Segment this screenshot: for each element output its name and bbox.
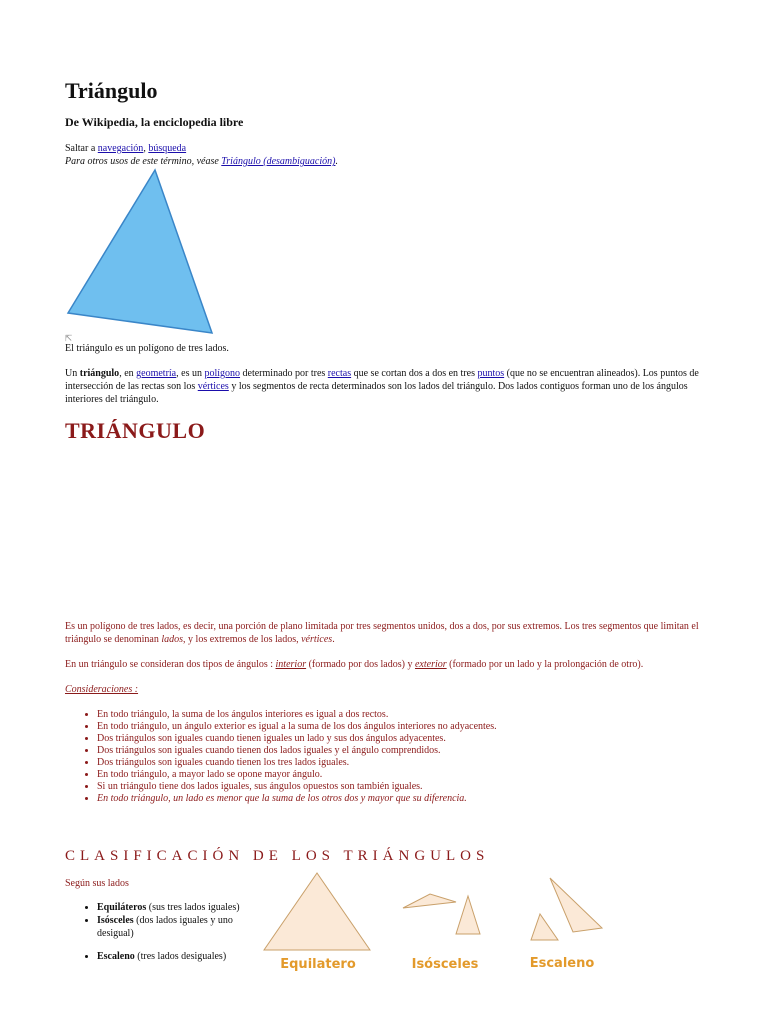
intro-text: , en [119, 368, 137, 379]
page-subtitle: De Wikipedia, la enciclopedia libre [65, 115, 244, 129]
list-item [97, 914, 267, 940]
list-item: • Dos triángulos son iguales cuando tienen iguales un lado y sus dos ángulos adyacentes. [97, 733, 697, 745]
angle-types-paragraph [65, 658, 705, 671]
jump-prefix: Saltar a [65, 143, 98, 154]
vertices-link[interactable]: vértices [197, 381, 229, 392]
exterior-term: exterior [414, 659, 447, 670]
list-item [97, 901, 267, 914]
disambiguation-link[interactable]: Triángulo (desambiguación) [221, 156, 336, 167]
search-link[interactable]: búsqueda [148, 143, 187, 154]
by-sides-label: Según sus lados [65, 878, 129, 889]
angle-text: (formado por un lado y la prolongación de otro). [446, 659, 644, 670]
equilateral-label: Equilatero [280, 957, 356, 972]
definition-text: , y los extremos de los lados, [183, 634, 302, 645]
list-item: • Dos triángulos son iguales cuando tienen dos lados iguales y el ángulo comprendidos. [97, 745, 697, 757]
isosceles-label: Isósceles [411, 957, 479, 972]
scalene-triangle-shape-large [550, 878, 602, 932]
list-item: • En todo triángulo, un ángulo exterior es igual a la suma de los dos ángulos interiores no adyacentes. [97, 721, 697, 733]
definition-italic: lados [161, 634, 184, 645]
isosceles-triangle-shape-small [403, 894, 456, 908]
considerations-title: Consideraciones : [65, 684, 139, 695]
intro-paragraph [65, 367, 705, 406]
scalene-triangle-shape-small [531, 914, 558, 940]
sides-classification-list [65, 901, 267, 963]
poligono-link[interactable]: polígono [204, 368, 241, 379]
intro-text: , es un [176, 368, 205, 379]
definition-italic: vértices [301, 634, 333, 645]
triangle-types-figure [258, 870, 618, 980]
equilateral-triangle-shape [264, 873, 370, 950]
list-item [97, 950, 267, 963]
page-title: Triángulo [65, 78, 158, 103]
geometria-link[interactable]: geometría [136, 368, 177, 379]
equilateral-term: Equiláteros [97, 902, 147, 913]
angle-text: (formado por dos lados) y [306, 659, 415, 670]
definition-paragraph [65, 620, 705, 646]
list-item: • Si un triángulo tiene dos lados iguales, sus ángulos opuestos son también iguales. [97, 781, 697, 793]
jump-separator: , [143, 143, 149, 154]
isosceles-desc: (dos lados iguales y uno desigual) [97, 915, 233, 939]
navigation-link[interactable]: navegación [97, 143, 144, 154]
list-item: • En todo triángulo, un lado es menor que la suma de los otros dos y mayor que su diferencia. [97, 793, 697, 805]
isosceles-triangle-shape-tall [456, 896, 480, 934]
rectas-link[interactable]: rectas [327, 368, 352, 379]
intro-bold-term: triángulo [79, 368, 120, 379]
scalene-desc: (tres lados desiguales) [134, 951, 227, 962]
intro-text: Un [65, 368, 80, 379]
angle-text: En un triángulo se consideran dos tipos de ángulos : [65, 659, 276, 670]
figure-caption: El triángulo es un polígono de tres lados. [65, 343, 229, 354]
intro-text: y los segmentos de recta determinados son los lados del triángulo. Dos lados contiguos forman uno de los ángulos interiores del triángulo. [65, 381, 688, 405]
list-item: • Dos triángulos son iguales cuando tienen los tres lados iguales. [97, 757, 697, 769]
intro-text: determinado por tres [240, 368, 328, 379]
intro-text: que se cortan dos a dos en tres [351, 368, 478, 379]
definition-text: Es un polígono de tres lados, es decir, una porción de plano limitada por tres segmentos unidos, dos a dos, por sus extremos. Los tres segmentos que limitan el triángulo se denominan [65, 621, 699, 645]
puntos-link[interactable]: puntos [477, 368, 505, 379]
intro-text: (que no se encuentran alineados). Los puntos de intersección de las rectas son los [65, 368, 699, 392]
disambiguation-prefix: Para otros usos de este término, véase [65, 156, 222, 167]
equilateral-desc: (sus tres lados iguales) [146, 902, 240, 913]
scalene-label: Escaleno [529, 956, 595, 971]
isosceles-term: Isósceles [97, 915, 134, 926]
scalene-term: Escaleno [97, 951, 135, 962]
definition-text: . [332, 634, 335, 645]
considerations-list [65, 709, 697, 805]
interior-term: interior [275, 659, 307, 670]
list-item: • En todo triángulo, a mayor lado se opone mayor ángulo. [97, 769, 697, 781]
image-expand-icon[interactable]: ⇱ [65, 333, 73, 343]
triangle-illustration [60, 165, 225, 340]
classification-heading: CLASIFICACIÓN DE LOS TRIÁNGULOS [65, 848, 490, 864]
section-heading: TRIÁNGULO [65, 418, 206, 443]
list-item: • En todo triángulo, la suma de los ángulos interiores es igual a dos rectos. [97, 709, 697, 721]
blue-triangle-shape [68, 170, 212, 333]
disambiguation-suffix: . [335, 156, 338, 167]
jump-links [65, 143, 186, 154]
